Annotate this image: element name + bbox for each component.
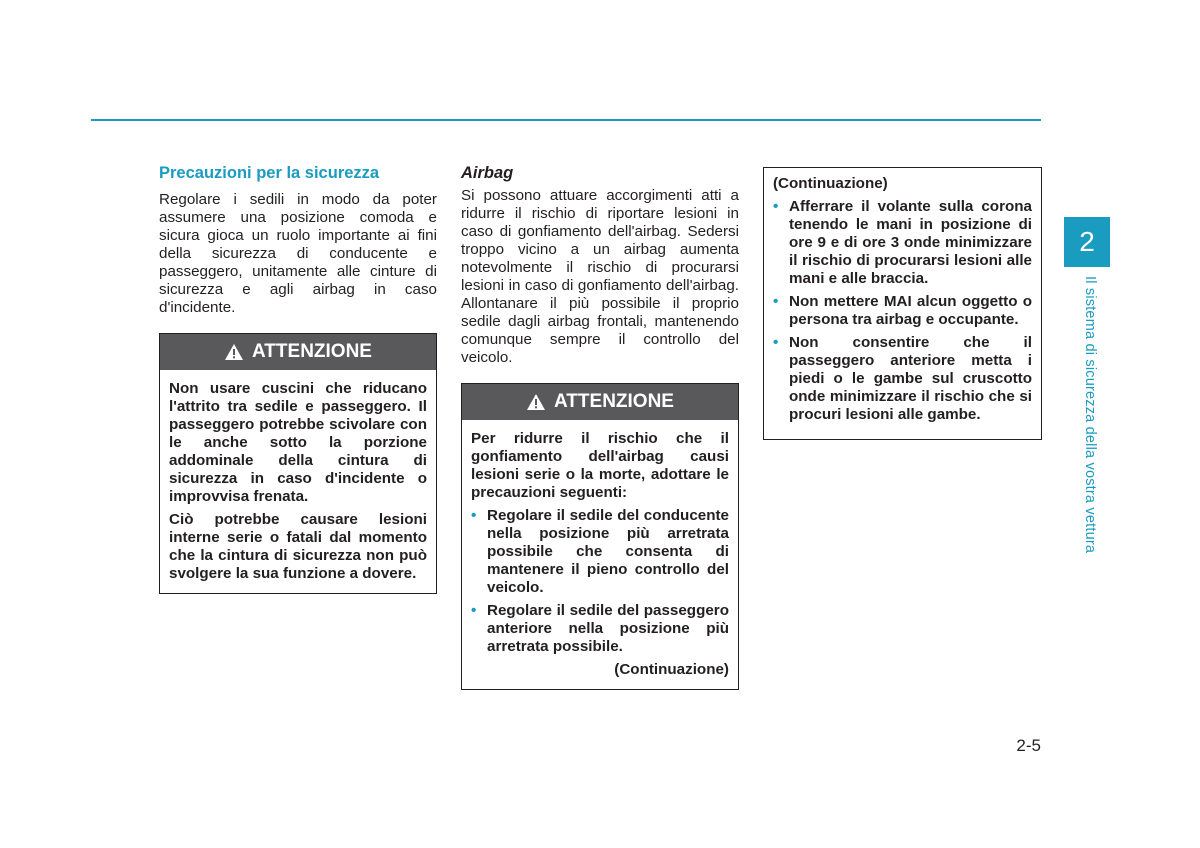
list-item: • Non mettere MAI alcun oggetto o persona tra airbag e occupante.: [773, 293, 1032, 328]
warning-bullet-list: [471, 507, 729, 656]
list-item: • Regolare il sedile del passeggero anteriore nella posizione più arretrata possibile.: [471, 602, 729, 655]
bullet-dot-icon: •: [773, 334, 779, 351]
warning-box: [461, 383, 739, 690]
continued-label: (Continuazione): [773, 175, 888, 192]
list-item: • Non consentire che il passeggero anteriore metta i piedi o le gambe sul cruscotto onde minimizzare il rischio che si procuri lesioni alle gambe.: [773, 334, 1032, 423]
warning-body: [462, 420, 738, 689]
column-2: [461, 163, 739, 690]
warning-triangle-icon: [224, 343, 244, 361]
column-1: [159, 163, 437, 594]
chapter-tab: 2: [1064, 217, 1110, 267]
bullet-dot-icon: •: [773, 198, 779, 215]
warning-bullet-list: [773, 198, 1032, 424]
chapter-title: Il sistema di sicurezza della vostra vettura: [1082, 276, 1098, 554]
warning-title: ATTENZIONE: [252, 341, 372, 362]
continued-label: (Continuazione): [614, 661, 729, 678]
intro-paragraph: Regolare i sedili in modo da poter assumere una posizione comoda e sicura gioca un ruolo importante ai fini della sicurezza di conducente e passeggero, unitamente alle cinture di sicurezza e agli airbag in caso d'incidente.: [159, 191, 437, 316]
column-3: [763, 167, 1042, 440]
warning-header: [462, 384, 738, 420]
bullet-dot-icon: •: [471, 602, 477, 619]
warning-paragraph: Ciò potrebbe causare lesioni interne serie o fatali dal momento che la cintura di sicurezza non può svolgere la sua funzione a dovere.: [169, 511, 427, 582]
intro-paragraph: Si possono attuare accorgimenti atti a ridurre il rischio di riportare lesioni in caso di gonfiamento dell'airbag. Sedersi troppo vicino a un airbag aumenta notevolmente il rischio di procurarsi lesioni in caso di gonfiamento dell'airbag. Allontanare il più possibile il proprio sedile dagli airbag frontali, mantenendo comunque sempre il controllo del veicolo.: [461, 187, 739, 366]
warning-box: [159, 333, 437, 594]
list-item: • Regolare il sedile del conducente nella posizione più arretrata possibile che consenta di mantenere il pieno controllo del veicolo.: [471, 507, 729, 596]
subsection-heading: Airbag: [461, 164, 514, 182]
continued-warning-box: [763, 167, 1042, 440]
warning-header: [160, 334, 436, 370]
warning-lead: Per ridurre il rischio che il gonfiamento dell'airbag causi lesioni serie o la morte, adottare le precauzioni seguenti:: [471, 430, 729, 501]
warning-paragraph: Non usare cuscini che riducano l'attrito tra sedile e passeggero. Il passeggero potrebbe scivolare con le anche sotto la porzione addominale della cintura di sicurezza in caso d'incidente o improvvisa frenata.: [169, 380, 427, 505]
warning-body: [160, 370, 436, 593]
bullet-dot-icon: •: [773, 293, 779, 310]
section-heading: Precauzioni per la sicurezza: [159, 164, 380, 182]
warning-triangle-icon: [526, 393, 546, 411]
warning-title: ATTENZIONE: [554, 391, 674, 412]
list-item: • Afferrare il volante sulla corona tenendo le mani in posizione di ore 9 e di ore 3 onde minimizzare il rischio di procurarsi lesioni alle mani e alle braccia.: [773, 198, 1032, 287]
top-rule: [91, 119, 1041, 121]
page-number: 2-5: [1016, 736, 1041, 755]
bullet-dot-icon: •: [471, 507, 477, 524]
